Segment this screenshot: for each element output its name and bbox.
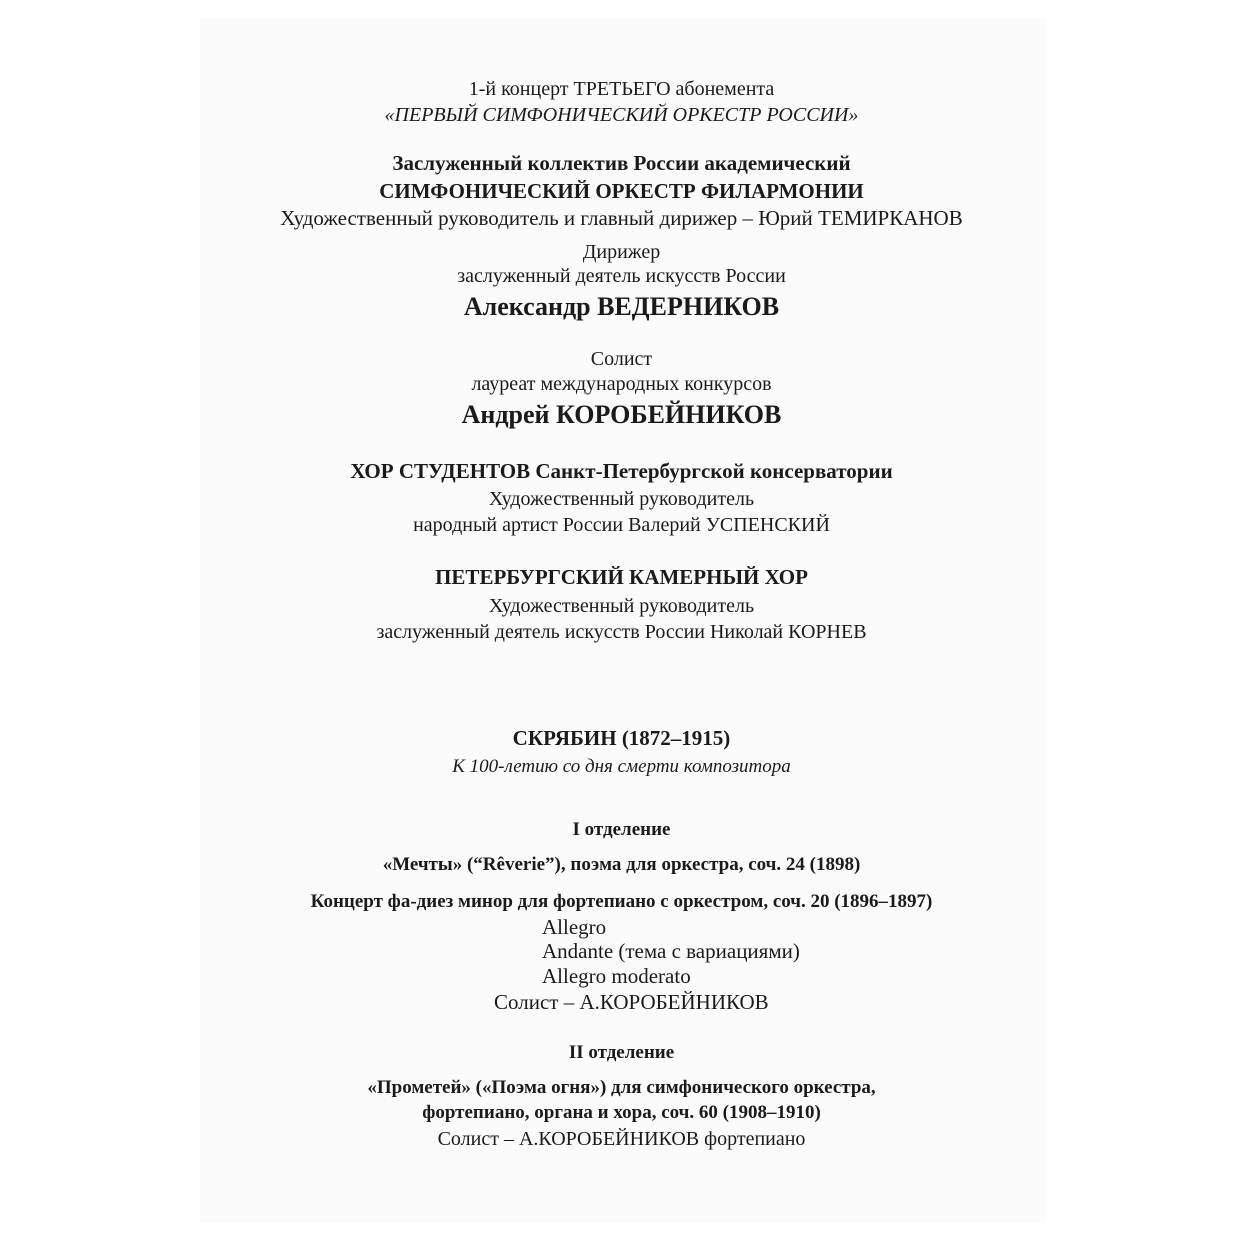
part2-soloist: Солист – А.КОРОБЕЙНИКОВ фортепиано [437, 1128, 806, 1150]
movement-item: Allegro [542, 915, 607, 939]
part2-work-line1: «Прометей» («Поэма огня») для симфонического оркестра, [367, 1077, 876, 1098]
choir1-name: ХОР СТУДЕНТОВ Санкт-Петербургской консерватории [350, 459, 893, 483]
movement-item: Andante (тема с вариациями) [542, 939, 800, 963]
orchestra-honor: Заслуженный коллектив России академический [392, 151, 851, 175]
conductor-title: заслуженный деятель искусств России [457, 265, 786, 287]
orchestra-name: СИМФОНИЧЕСКИЙ ОРКЕСТР ФИЛАРМОНИИ [379, 179, 864, 203]
part1-heading: I отделение [572, 819, 671, 840]
choir1-director-role: Художественный руководитель [488, 488, 755, 510]
orchestra-director: Художественный руководитель и главный дирижер – Юрий ТЕМИРКАНОВ [280, 206, 963, 230]
conductor-role: Дирижер [582, 241, 661, 263]
soloist-name: Андрей КОРОБЕЙНИКОВ [461, 400, 782, 429]
choir1-director: народный артист России Валерий УСПЕНСКИЙ [413, 514, 830, 536]
composer-dedication: К 100-летию со дня смерти композитора [452, 756, 791, 777]
concert-line: 1-й концерт ТРЕТЬЕГО абонемента [468, 78, 775, 100]
soloist-role: Солист [590, 348, 653, 370]
part1-work2: Концерт фа-диез минор для фортепиано с оркестром, соч. 20 (1896–1897) [310, 891, 933, 912]
part2-heading: II отделение [568, 1042, 675, 1063]
part1-work1: «Мечты» (“Rêverie”), поэма для оркестра, соч. 24 (1898) [382, 854, 861, 875]
conductor-name: Александр ВЕДЕРНИКОВ [463, 292, 780, 321]
part2-work-line2: фортепиано, органа и хора, соч. 60 (1908–1910) [422, 1102, 821, 1123]
choir2-director: заслуженный деятель искусств России Николай КОРНЕВ [376, 621, 867, 643]
movement-item: Allegro moderato [542, 964, 691, 988]
soloist-title: лауреат международных конкурсов [471, 373, 772, 395]
series-title: «ПЕРВЫЙ СИМФОНИЧЕСКИЙ ОРКЕСТР РОССИИ» [384, 104, 859, 126]
composer-name: СКРЯБИН (1872–1915) [512, 726, 731, 750]
part1-soloist: Солист – А.КОРОБЕЙНИКОВ [494, 990, 769, 1014]
choir2-name: ПЕТЕРБУРГСКИЙ КАМЕРНЫЙ ХОР [435, 565, 808, 589]
choir2-director-role: Художественный руководитель [488, 595, 755, 617]
